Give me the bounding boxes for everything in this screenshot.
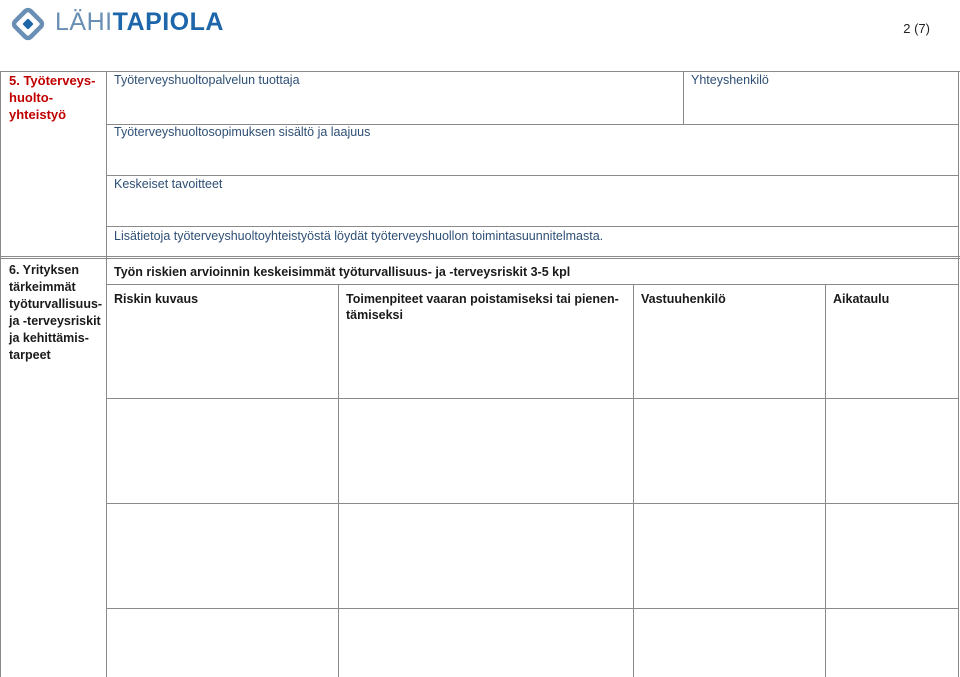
section6-label-line: tärkeimmät [9, 280, 76, 294]
risk-assessment-title: Työn riskien arvioinnin keskeisimmät työturvallisuus- ja -terveysriskit 3-5 kpl [114, 265, 571, 279]
rule-s6-title [106, 284, 959, 285]
contact-person-field-label: Yhteyshenkilö [691, 73, 769, 87]
rule-row2 [106, 175, 959, 176]
rule-s6-col3 [825, 284, 826, 677]
column-schedule: Aikataulu [833, 292, 890, 306]
section6-label-line: ja -terveysriskit [9, 314, 101, 328]
section6-label-line: tarpeet [9, 348, 51, 362]
rule-s6-col2 [633, 284, 634, 677]
brand-logo-text [55, 8, 224, 37]
rule-s6-col1 [338, 284, 339, 677]
column-actions-line: tämiseksi [346, 308, 403, 322]
rule-contact-divider [683, 71, 684, 124]
column-actions [346, 291, 631, 323]
info-text: Lisätietoja työterveyshuoltoyhteistyöstä löydät työterveyshuollon toimintasuunnitelmasta. [114, 229, 604, 243]
rule-s6-row2 [106, 503, 959, 504]
rule-s6-row1 [106, 398, 959, 399]
key-goals-field-label: Keskeiset tavoitteet [114, 177, 223, 191]
section5-label-line: huolto- [9, 90, 54, 105]
rule-left [0, 71, 1, 677]
contract-content-field-label: Työterveyshuoltosopimuksen sisältö ja laajuus [114, 125, 371, 139]
provider-field-label: Työterveyshuoltopalvelun tuottaja [114, 73, 300, 87]
rule-section6-top [0, 256, 960, 257]
section5-label-line: yhteistyö [9, 107, 67, 122]
rule-right [958, 71, 959, 677]
lahitapiola-logo-icon [8, 4, 48, 44]
rule-s6-row3 [106, 608, 959, 609]
section6-label [9, 262, 105, 364]
section5-label-line: 5. Työterveys- [9, 73, 96, 88]
column-actions-line: Toimenpiteet vaaran poistamiseksi tai pienen- [346, 292, 619, 306]
rule-label-divider [106, 71, 107, 677]
brand-logo-bold: TAPIOLA [112, 8, 224, 36]
column-risk-description: Riskin kuvaus [114, 292, 199, 306]
rule-row3 [106, 226, 959, 227]
section5-label [9, 72, 104, 123]
section6-label-line: ja kehittämis- [9, 331, 89, 345]
brand-logo-light: LÄHI [55, 8, 113, 36]
column-responsible-person: Vastuuhenkilö [641, 292, 726, 306]
page-number: 2 (7) [903, 21, 930, 36]
rule-top [0, 71, 960, 72]
section6-label-line: työturvallisuus- [9, 297, 103, 311]
section6-label-line: 6. Yrityksen [9, 263, 79, 277]
rule-section6-top-double [0, 258, 960, 259]
